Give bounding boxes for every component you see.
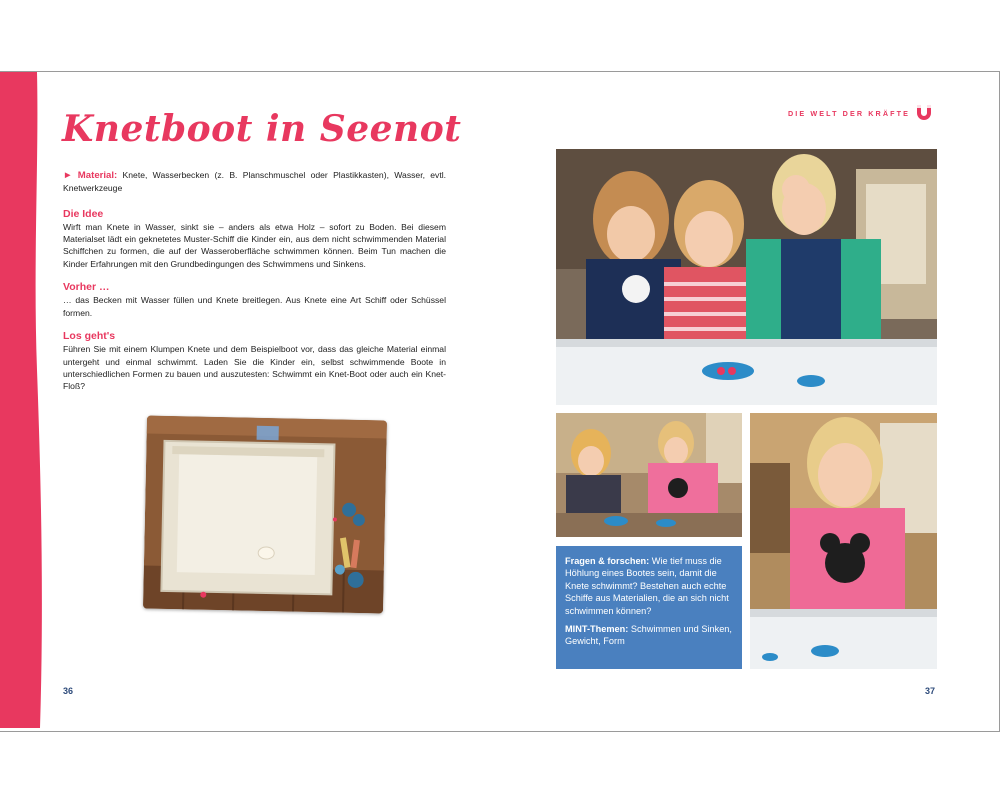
decorative-side-band [0, 0, 50, 800]
material-text: Knete, Wasserbecken (z. B. Planschmuschel oder Plastikkasten), Wasser, evtl. Knetwerkzeuge [63, 170, 447, 194]
page-title: Knetboot in Seenot [62, 108, 462, 150]
section-heading-los: Los geht's [63, 329, 116, 342]
section-header [788, 104, 932, 122]
info-mint-text: Schwimmen und Sinken, Gewicht, Form [565, 624, 732, 647]
magnet-icon [916, 104, 932, 122]
info-questions-label: Fragen & forschen: [565, 556, 650, 566]
info-questions-text: Wie tief muss die Höhlung eines Bootes sein, damit die Knete schwimmt? Bestehen auch echte Schiffe aus Materialien, die an sich nicht schwimmen können? [565, 556, 729, 616]
section-text-vorher: … das Becken mit Wasser füllen und Knete breitlegen. Aus Knete eine Art Schiff oder Schüssel formen. [63, 295, 446, 318]
section-header-text: DIE WELT DER KRÄFTE [787, 108, 910, 118]
info-mint-label: MINT-Themen: [565, 624, 629, 635]
section-heading-vorher: Vorher … [63, 281, 110, 294]
photo-water-basin [143, 416, 387, 614]
material-label: Material: [77, 170, 118, 181]
photo-girl-pink-shirt [750, 413, 937, 669]
info-questions [565, 555, 734, 617]
info-box [556, 546, 742, 669]
info-mint [565, 623, 734, 648]
left-text-column [63, 169, 446, 392]
material-paragraph [63, 169, 446, 195]
page-number-left: 36 [63, 686, 74, 696]
section-heading-idee: Die Idee [63, 207, 104, 220]
page-number-right: 37 [925, 686, 936, 696]
photo-two-girls [556, 413, 742, 537]
section-text-idee: Wirft man Knete in Wasser, sinkt sie – anders als etwa Holz – sofort zu Boden. Bei diesem Materialset lädt ein geknetetes Muster-Schiff die Kinder ein, aus dem nicht schwimmenden Material Schiffchen zu formen, die auf der Wasseroberfläche schwimmen können. Beim Tun machen die Kinder Erfahrungen mit den Grundbedingungen des Schwimmens und Sinkens. [63, 221, 446, 269]
photo-three-children [556, 149, 937, 405]
material-marker: ► [63, 170, 73, 181]
section-text-los: Führen Sie mit einem Klumpen Knete und dem Beispielboot vor, dass das gleiche Material einmal untergeht und einmal schwimmt. Laden Sie die Kinder ein, selbst schwimmende Boote in unterschiedlichen Formen zu bauen und auszutesten: Schwimmt ein Knet-Boot oder auch ein Knet-Floß? [63, 344, 446, 392]
